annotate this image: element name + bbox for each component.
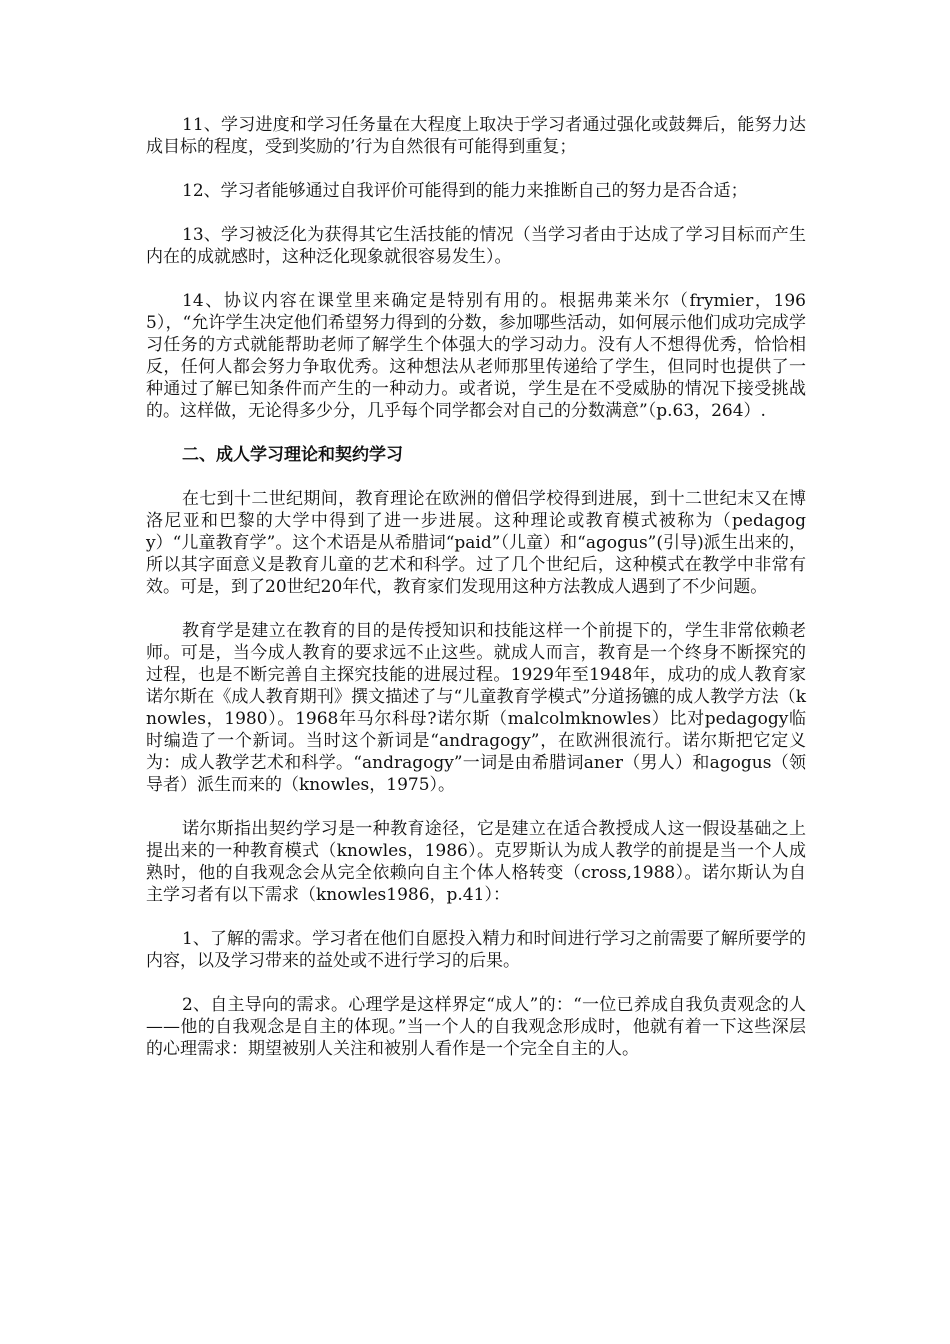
paragraph-item-13: 13、学习被泛化为获得其它生活技能的情况（当学习者由于达成了学习目标而产生内在的成就感时，这种泛化现象就很容易发生）。 (146, 225, 806, 267)
paragraph-item-14: 14、协议内容在课堂里来确定是特别有用的。根据弗莱米尔（frymier，1965），“允许学生决定他们希望努力得到的分数，参加哪些活动，如何展示他们成功完成学习任务的方式就能帮助老师了解学生个体强大的学习动力。没有人不想得优秀，恰恰相反，任何人都会努力争取优秀。这种想法从老师那里传递给了学生，但同时也提供了一种通过了解已知条件而产生的一种动力。或者说，学生是在不受威胁的情况下接受挑战的。这样做，无论得多少分，几乎每个同学都会对自己的分数满意”（p.63，264）. (146, 291, 806, 421)
paragraph-self-direction: 2、自主导向的需求。心理学是这样界定“成人”的：“一位已养成自我负责观念的人——他的自我观念是自主的体现。”当一个人的自我观念形成时，他就有着一下这些深层的心理需求：期望被别人关注和被别人看作是一个完全自主的人。 (146, 995, 806, 1059)
paragraph-need-to-know: 1、了解的需求。学习者在他们自愿投入精力和时间进行学习之前需要了解所要学的内容，以及学习带来的益处或不进行学习的后果。 (146, 929, 806, 971)
paragraph-andragogy: 教育学是建立在教育的目的是传授知识和技能这样一个前提下的，学生非常依赖老师。可是，当今成人教育的要求远不止这些。就成人而言，教育是一个终身不断探究的过程，也是不断完善自主探究技能的进展过程。1929年至1948年，成功的成人教育家诺尔斯在《成人教育期刊》撰文描述了与“儿童教育学模式”分道扬镳的成人教学方法（knowles，1980）。1968年马尔科母?诺尔斯（malcolmknowles）比对pedagogy临时编造了一个新词。当时这个新词是“andragogy”，在欧洲很流行。诺尔斯把它定义为：成人教学艺术和科学。“andragogy”一词是由希腊词aner（男人）和agogus（领导者）派生而来的（knowles，1975）。 (146, 621, 806, 795)
document-body (146, 114, 806, 1082)
section-heading: 二、成人学习理论和契约学习 (182, 445, 403, 465)
paragraph-item-12: 12、学习者能够通过自我评价可能得到的能力来推断自己的努力是否合适； (182, 181, 748, 201)
paragraph-item-11: 11、学习进度和学习任务量在大程度上取决于学习者通过强化或鼓舞后，能努力达成目标的程度，受到奖励的’行为自然很有可能得到重复； (146, 115, 806, 157)
paragraph-contract-learning: 诺尔斯指出契约学习是一种教育途径，它是建立在适合教授成人这一假设基础之上提出来的一种教育模式（knowles，1986）。克罗斯认为成人教学的前提是当一个人成熟时，他的自我观念会从完全依赖向自主个体人格转变（cross,1988）。诺尔斯认为自主学习者有以下需求（knowles1986，p.41）： (146, 819, 806, 905)
paragraph-pedagogy-history: 在七到十二世纪期间，教育理论在欧洲的僧侣学校得到进展，到十二世纪末又在博洛尼亚和巴黎的大学中得到了进一步进展。这种理论或教育模式被称为（pedagogy）“儿童教育学”。这个术语是从希腊词“paid”（儿童）和“agogus”(引导)派生出来的，所以其字面意义是教育儿童的艺术和科学。过了几个世纪后，这种模式在教学中非常有效。可是，到了20世纪20年代，教育家们发现用这种方法教成人遇到了不少问题。 (146, 489, 806, 597)
